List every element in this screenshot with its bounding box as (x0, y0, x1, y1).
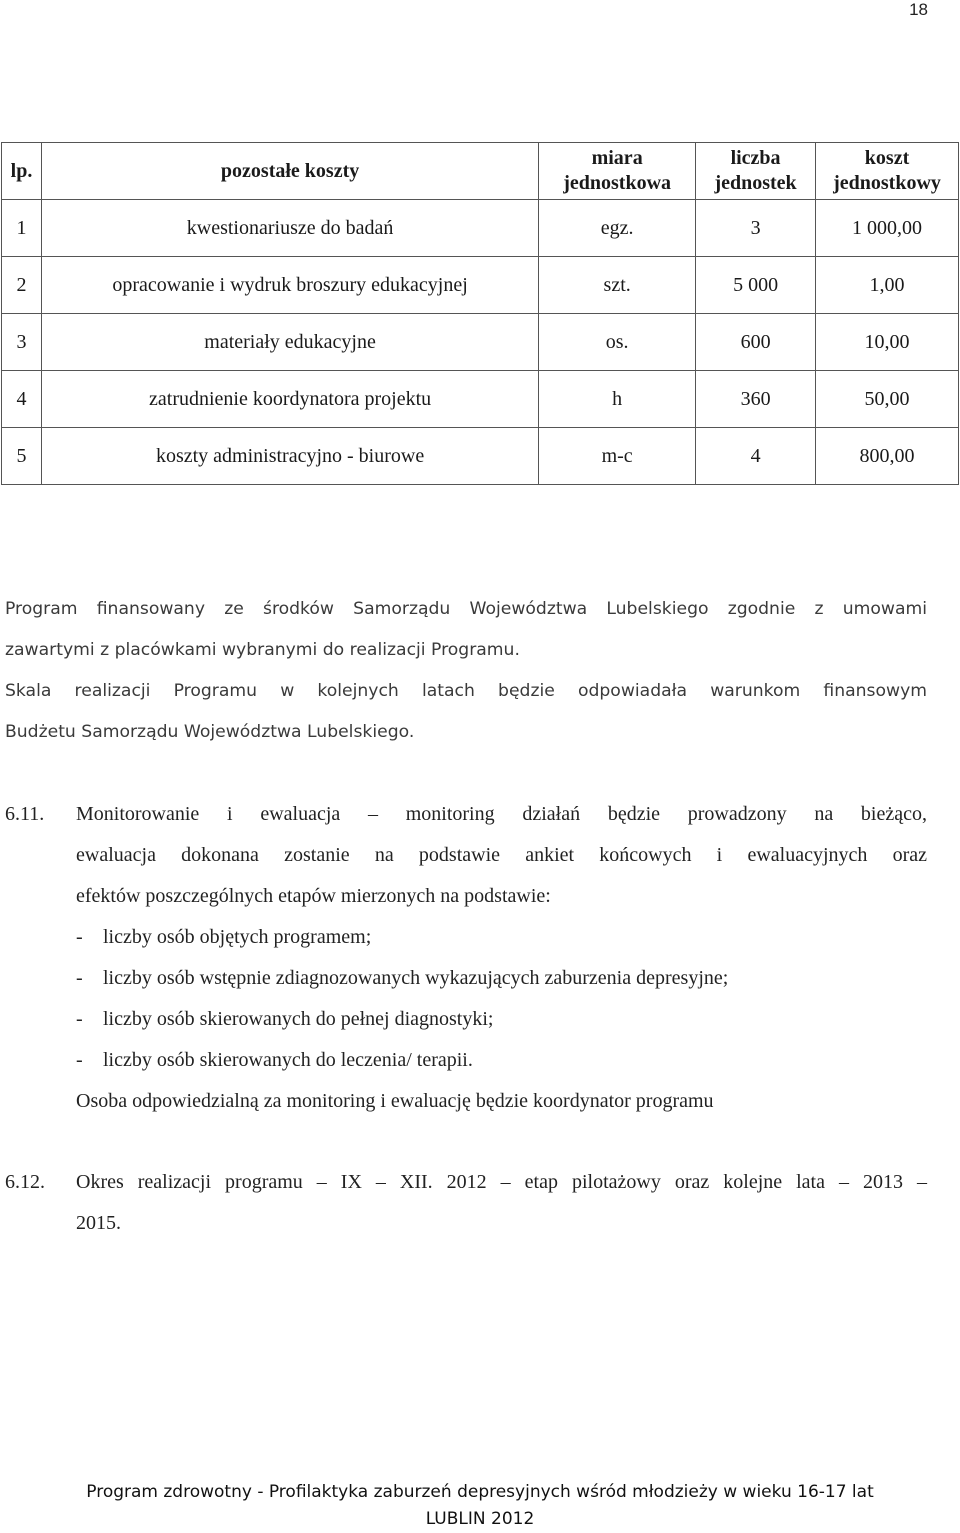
cell-cost-name: kwestionariusze do badań (41, 200, 538, 257)
list-item-text: liczby osób objętych programem; (103, 926, 372, 948)
funding-line: zawartymi z placówkami wybranymi do realizacji Programu. (5, 640, 520, 660)
list-item: - liczby osób skierowanych do pełnej diagnostyki; (76, 1008, 494, 1030)
list-item: - liczby osób wstępnie zdiagnozowanych wykazujących zaburzenia depresyjne; (76, 967, 729, 989)
table-row (2, 257, 959, 314)
cell-unit-cost: 50,00 (816, 371, 959, 428)
scale-line: Skala realizacji Programu w kolejnych latach będzie odpowiadała warunkom finansowym (5, 681, 927, 701)
table-row (2, 200, 959, 257)
cell-unit-count: 5 000 (696, 257, 816, 314)
cell-lp: 2 (2, 257, 42, 314)
cell-unit-count: 4 (696, 428, 816, 485)
cell-lp: 4 (2, 371, 42, 428)
cell-cost-name: opracowanie i wydruk broszury edukacyjnej (41, 257, 538, 314)
section-number: 6.11. (5, 803, 45, 825)
funding-line: Program finansowany ze środków Samorządu Województwa Lubelskiego zgodnie z umowami (5, 599, 927, 619)
cell-cost-name: koszty administracyjno - biurowe (41, 428, 538, 485)
cell-unit-cost: 10,00 (816, 314, 959, 371)
cell-unit: h (539, 371, 696, 428)
page-footer (0, 1479, 960, 1533)
list-item-text: liczby osób skierowanych do leczenia/ terapii. (103, 1049, 473, 1071)
header-unit-cost: koszt jednostkowy (816, 143, 959, 200)
cell-unit: os. (539, 314, 696, 371)
table-header-row (2, 143, 959, 200)
cell-unit: szt. (539, 257, 696, 314)
footer-place-year: LUBLIN 2012 (425, 1509, 535, 1529)
list-item: - liczby osób skierowanych do leczenia/ terapii. (76, 1049, 473, 1071)
section-text-line: 2015. (76, 1212, 121, 1234)
section-number: 6.12. (5, 1171, 45, 1193)
cell-unit-cost: 1,00 (816, 257, 959, 314)
section-text-line: Okres realizacji programu – IX – XII. 2012 – etap pilotażowy oraz kolejne lata – 2013 – (76, 1171, 927, 1193)
table-row (2, 314, 959, 371)
header-cost-name: pozostałe koszty (41, 143, 538, 200)
section-text-line: Monitorowanie i ewaluacja – monitoring działań będzie prowadzony na bieżąco, (76, 803, 927, 825)
cell-unit: m-c (539, 428, 696, 485)
table-row (2, 371, 959, 428)
section-text-line: ewaluacja dokonana zostanie na podstawie ankiet końcowych i ewaluacyjnych oraz (76, 844, 927, 866)
cell-lp: 5 (2, 428, 42, 485)
header-unit-count: liczba jednostek (696, 143, 816, 200)
funding-paragraph (5, 589, 927, 753)
cell-cost-name: materiały edukacyjne (41, 314, 538, 371)
page-number: 18 (909, 0, 928, 19)
section-text-line: efektów poszczególnych etapów mierzonych na podstawie: (76, 885, 551, 907)
cell-unit-count: 600 (696, 314, 816, 371)
footer-program-title: Program zdrowotny - Profilaktyka zaburzeń depresyjnych wśród młodzieży w wieku 16-17 lat (86, 1482, 874, 1502)
cell-unit-count: 360 (696, 371, 816, 428)
cell-cost-name: zatrudnienie koordynatora projektu (41, 371, 538, 428)
cell-lp: 3 (2, 314, 42, 371)
cell-unit: egz. (539, 200, 696, 257)
cell-unit-cost: 800,00 (816, 428, 959, 485)
cell-unit-count: 3 (696, 200, 816, 257)
costs-table (1, 142, 959, 485)
section-6-12 (5, 1162, 927, 1244)
list-item-text: liczby osób wstępnie zdiagnozowanych wykazujących zaburzenia depresyjne; (103, 967, 729, 989)
cell-unit-cost: 1 000,00 (816, 200, 959, 257)
list-item: - liczby osób objętych programem; (76, 926, 372, 948)
section-6-11 (5, 794, 927, 1122)
section-closing-line: Osoba odpowiedzialną za monitoring i ewaluację będzie koordynator programu (76, 1090, 714, 1112)
header-unit: miara jednostkowa (539, 143, 696, 200)
scale-line: Budżetu Samorządu Województwa Lubelskiego. (5, 722, 415, 742)
table-row (2, 428, 959, 485)
header-lp: lp. (2, 143, 42, 200)
cell-lp: 1 (2, 200, 42, 257)
metrics-list (76, 917, 927, 1081)
list-item-text: liczby osób skierowanych do pełnej diagnostyki; (103, 1008, 494, 1030)
